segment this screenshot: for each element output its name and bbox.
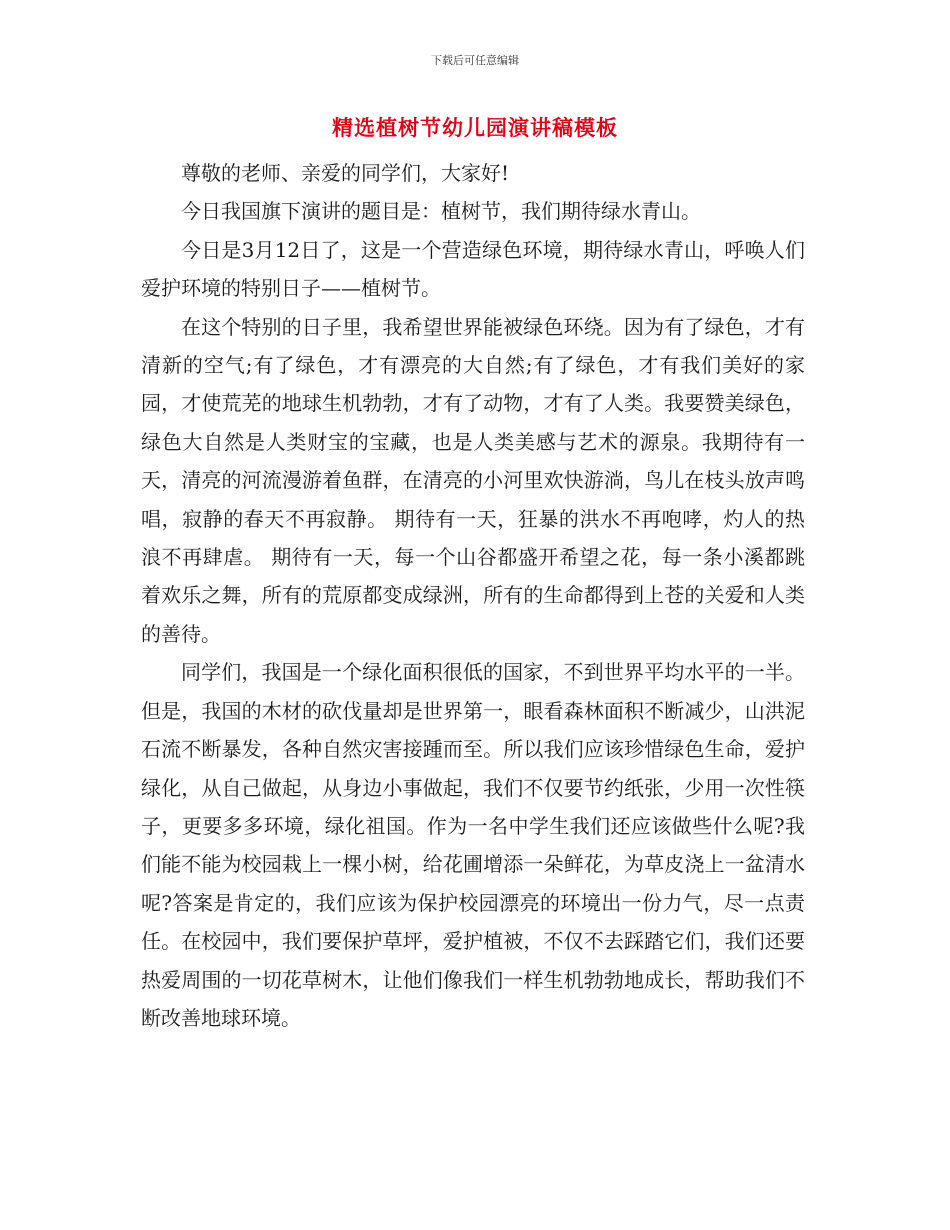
paragraph-topic: 今日我国旗下演讲的题目是：植树节，我们期待绿水青山。	[181, 199, 701, 224]
paragraph-date: 今日是3月12日了，这是一个营造绿色环境，期待绿水青山，呼唤人们爱护环境的特别日子——植树节。	[141, 237, 805, 301]
header-note: 下载后可任意编辑	[431, 54, 519, 67]
paragraph-green-world: 在这个特别的日子里，我希望世界能被绿色环绕。因为有了绿色，才有清新的空气;有了绿色，才有漂亮的大自然;有了绿色，才有我们美好的家园，才使荒芜的地球生机勃勃，才有了动物，才有了人类。我要赞美绿色，绿色大自然是人类财宝的宝藏，也是人类美感与艺术的源泉。我期待有一天，清亮的河流漫游着鱼群，在清亮的小河里欢快游淌，鸟儿在枝头放声鸣唱，寂静的春天不再寂静。 期待有一天，狂暴的洪水不再咆哮，灼人的热浪不再肆虐。 期待有一天，每一个山谷都盛开希望之花，每一条小溪都跳着欢乐之舞，所有的荒原都变成绿洲，所有的生命都得到上苍的关爱和人类的善待。	[141, 314, 805, 646]
document-title: 精选植树节幼儿园演讲稿模板	[332, 116, 618, 140]
paragraph-greeting: 尊敬的老师、亲爱的同学们，大家好!	[181, 161, 510, 185]
paragraph-classmates: 同学们，我国是一个绿化面积很低的国家，不到世界平均水平的一半。但是，我国的木材的砍伐量却是世界第一，眼看森林面积不断减少，山洪泥石流不断暴发，各种自然灾害接踵而至。所以我们应该珍惜绿色生命，爱护绿化，从自己做起，从身边小事做起，我们不仅要节约纸张，少用一次性筷子，更要多多环境，绿化祖国。作为一名中学生我们还应该做些什么呢?我们能不能为校园栽上一棵小树，给花圃增添一朵鲜花，为草皮浇上一盆清水呢?答案是肯定的，我们应该为保护校园漂亮的环境出一份力气，尽一点责任。在校园中，我们要保护草坪，爱护植被，不仅不去踩踏它们，我们还要热爱周围的一切花草树木，让他们像我们一样生机勃勃地成长，帮助我们不断改善地球环境。	[141, 660, 805, 1030]
document-body	[141, 154, 805, 1037]
